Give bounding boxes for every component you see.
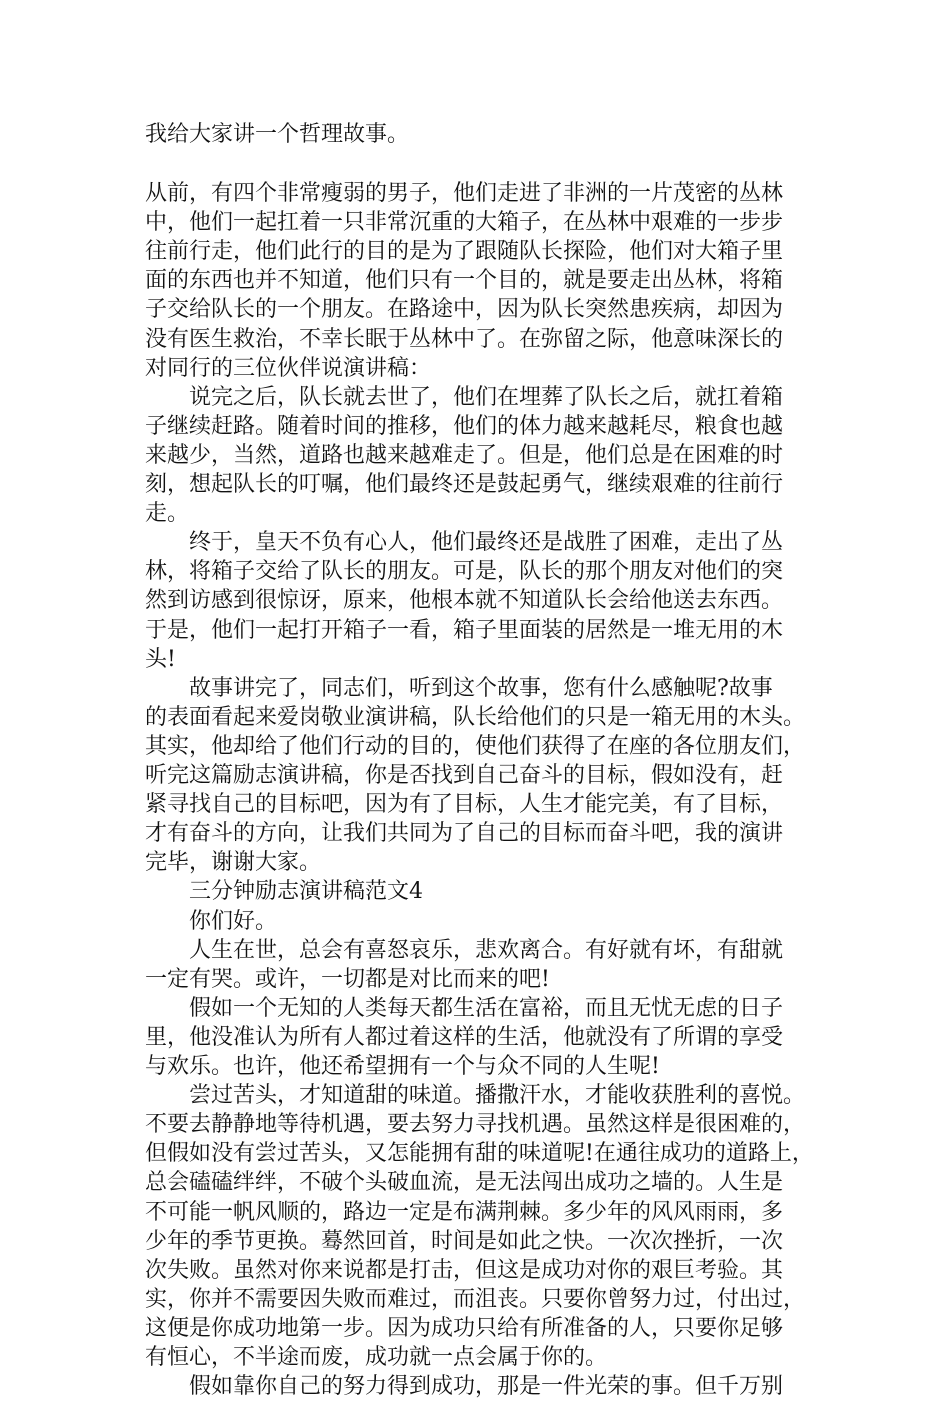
text-line: 头!	[145, 646, 176, 672]
text-line: 实，你并不需要因失败而难过，而沮丧。只要你曾努力过，付出过，	[145, 1286, 806, 1312]
text-line: 紧寻找自己的目标吧，因为有了目标，人生才能完美，有了目标，	[145, 792, 784, 818]
text-line: 其实，他却给了他们行动的目的，使他们获得了在座的各位朋友们，	[145, 733, 806, 759]
text-line: 子交给队长的一个朋友。在路途中，因为队长突然患疾病，却因为	[145, 297, 784, 323]
text-line: 里，他没准认为所有人都过着这样的生活，他就没有了所谓的享受	[145, 1024, 784, 1050]
text-line: 次失败。虽然对你来说都是打击，但这是成功对你的艰巨考验。其	[145, 1257, 784, 1283]
text-line: 故事讲完了，同志们，听到这个故事，您有什么感触呢?故事	[145, 675, 773, 701]
text-line: 与欢乐。也许，他还希望拥有一个与众不同的人生呢!	[145, 1054, 660, 1079]
text-line: 说完之后，队长就去世了，他们在埋葬了队长之后，就扛着箱	[145, 384, 784, 410]
text-line: 完毕，谢谢大家。	[145, 850, 322, 876]
text-line: 假如一个无知的人类每天都生活在富裕，而且无忧无虑的日子	[145, 995, 784, 1021]
text-line: 有恒心，不半途而废，成功就一点会属于你的。	[145, 1345, 608, 1370]
text-line: 听完这篇励志演讲稿，你是否找到自己奋斗的目标，假如没有，赶	[145, 763, 784, 788]
text-line: 对同行的三位伙伴说演讲稿：	[145, 355, 432, 381]
text-line: 子继续赶路。随着时间的推移，他们的体力越来越耗尽，粮食也越	[145, 413, 784, 439]
text-line: 但假如没有尝过苦头，又怎能拥有甜的味道呢!在通往成功的道路上，	[145, 1141, 814, 1167]
text-line: 刻，想起队长的叮嘱，他们最终还是鼓起勇气，继续艰难的往前行	[145, 472, 784, 497]
text-line: 尝过苦头，才知道甜的味道。播撒汗水，才能收获胜利的喜悦。	[145, 1083, 806, 1109]
text-line: 林，将箱子交给了队长的朋友。可是，队长的那个朋友对他们的突	[145, 559, 784, 585]
text-line: 少年的季节更换。蓦然回首，时间是如此之快。一次次挫折，一次	[145, 1228, 784, 1254]
text-line: 三分钟励志演讲稿范文4	[145, 879, 423, 905]
text-line: 总会磕磕绊绊，不破个头破血流，是无法闯出成功之墙的。人生是	[145, 1170, 784, 1196]
text-line: 一定有哭。或许，一切都是对比而来的吧!	[145, 966, 550, 992]
text-line: 才有奋斗的方向，让我们共同为了自己的目标而奋斗吧，我的演讲	[145, 821, 784, 847]
text-line: 中，他们一起扛着一只非常沉重的大箱子，在丛林中艰难的一步步	[145, 210, 784, 236]
text-line: 不要去静静地等待机遇，要去努力寻找机遇。虽然这样是很困难的，	[145, 1112, 806, 1138]
text-line: 的表面看起来爱岗敬业演讲稿，队长给他们的只是一箱无用的木头。	[145, 704, 806, 730]
text-line: 这便是你成功地第一步。因为成功只给有所准备的人，只要你足够	[145, 1315, 784, 1341]
text-line: 从前，有四个非常瘦弱的男子，他们走进了非洲的一片茂密的丛林	[145, 181, 784, 206]
text-line: 然到访感到很惊讶，原来，他根本就不知道队长会给他送去东西。	[145, 588, 784, 614]
text-line: 往前行走，他们此行的目的是为了跟随队长探险，他们对大箱子里	[145, 239, 784, 265]
text-line: 没有医生救治，不幸长眠于丛林中了。在弥留之际，他意味深长的	[145, 326, 784, 352]
text-line: 面的东西也并不知道，他们只有一个目的，就是要走出丛林，将箱	[145, 268, 784, 294]
text-line: 于是，他们一起打开箱子一看，箱子里面装的居然是一堆无用的木	[145, 617, 784, 643]
text-line: 走。	[145, 501, 190, 527]
intro-line: 我给大家讲一个哲理故事。	[145, 122, 410, 147]
text-line: 终于，皇天不负有心人，他们最终还是战胜了困难，走出了丛	[145, 530, 784, 556]
text-line: 不可能一帆风顺的，路边一定是布满荆棘。多少年的风风雨雨，多	[145, 1199, 784, 1225]
text-line: 来越少，当然，道路也越来越难走了。但是，他们总是在困难的时	[145, 442, 784, 468]
text-line: 假如靠你自己的努力得到成功，那是一件光荣的事。但千万别	[145, 1374, 784, 1400]
text-line: 人生在世，总会有喜怒哀乐，悲欢离合。有好就有坏，有甜就	[145, 937, 784, 963]
text-line: 你们好。	[145, 908, 278, 934]
